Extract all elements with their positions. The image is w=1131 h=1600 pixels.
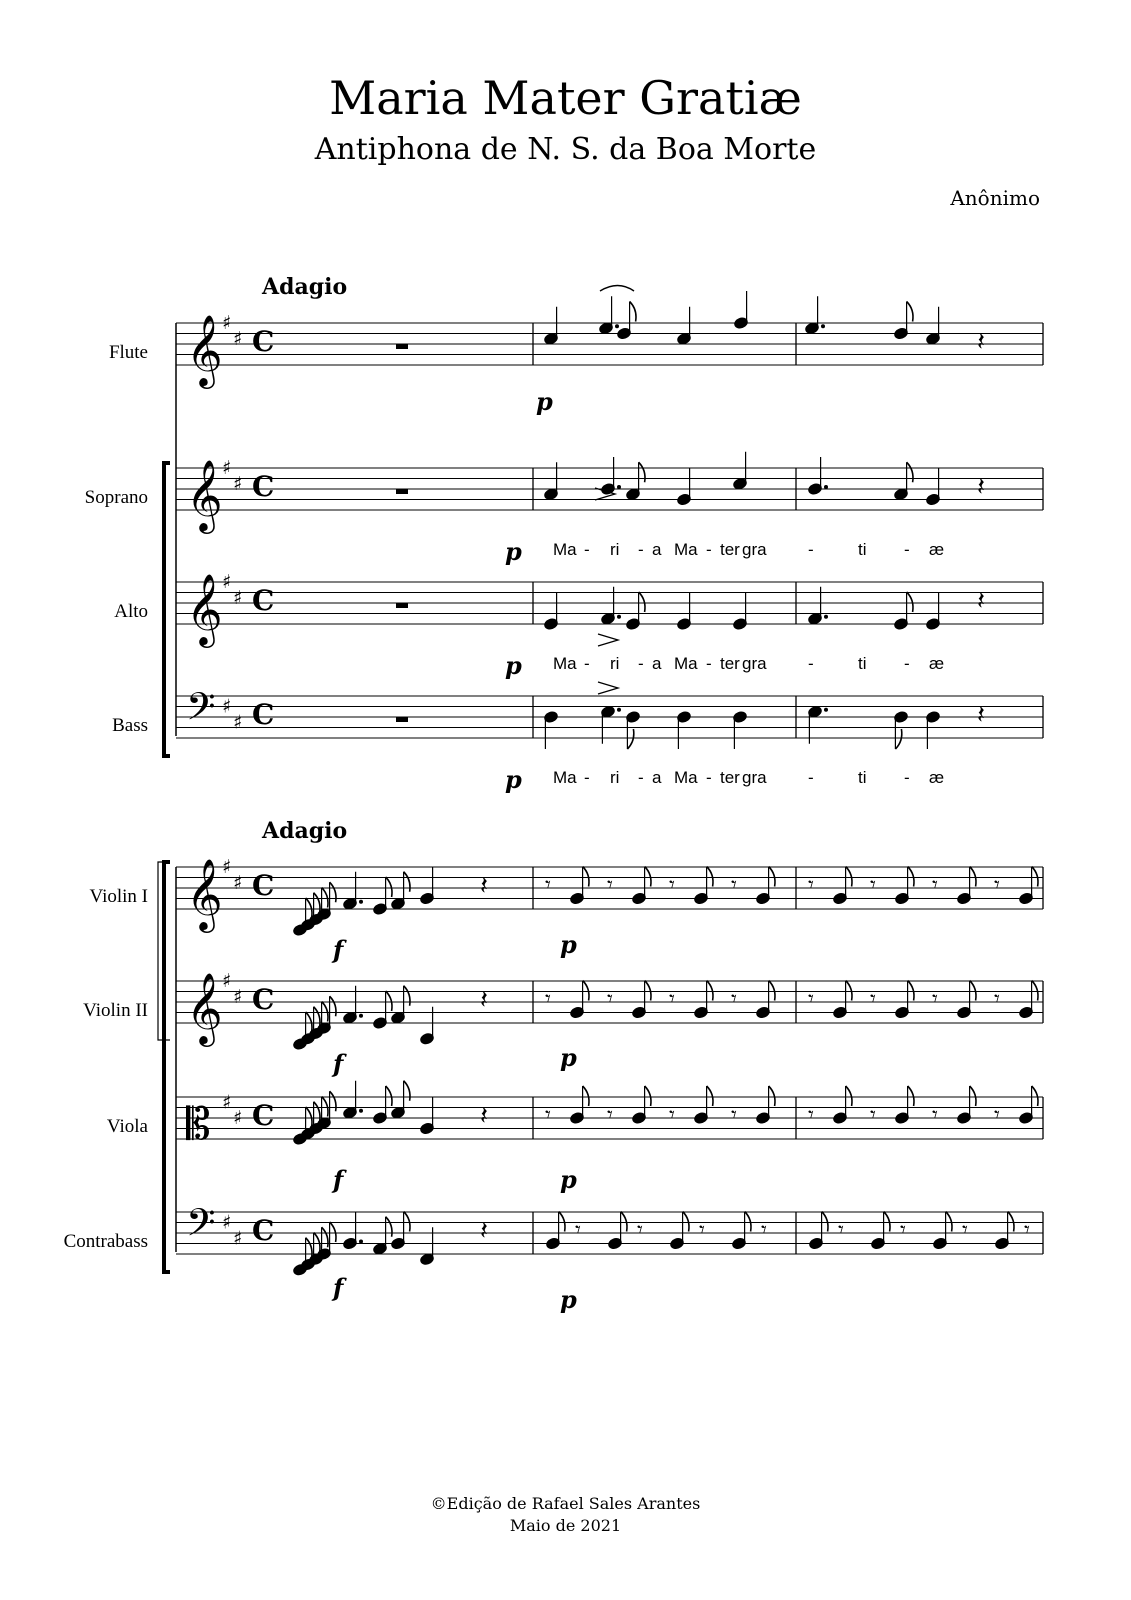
note-bass [894, 711, 909, 749]
flag [846, 981, 852, 1001]
eighth-rest-icon: 𝄾 [870, 873, 876, 898]
note-violin-2 [756, 981, 775, 1019]
eighth-rest-icon: 𝄾 [669, 873, 675, 898]
quarter-rest-icon: 𝄽 [480, 871, 488, 901]
instrument-label-soprano: Soprano [84, 487, 148, 508]
note-contrabass [343, 1212, 363, 1250]
flag [330, 996, 336, 1016]
lyric-syllable-soprano: gra [742, 540, 767, 559]
note-viola [293, 1107, 312, 1145]
quarter-rest-icon: 𝄽 [977, 327, 985, 357]
note-violin-1 [570, 867, 589, 905]
eighth-rest-icon: 𝄾 [1024, 1218, 1030, 1243]
note-violin-2 [570, 981, 589, 1019]
flag [707, 1086, 713, 1106]
flag [314, 1102, 320, 1122]
lyric-syllable-alto: - [706, 654, 712, 673]
note-violin-1 [957, 867, 976, 905]
flag [769, 1086, 775, 1106]
lyric-syllable-soprano: ter [720, 540, 740, 559]
flag [322, 1227, 328, 1247]
sharp-icon: ♯ [222, 1091, 232, 1114]
flag [1032, 1086, 1038, 1106]
bass-clef-icon: 𝄢 [186, 1200, 216, 1254]
note-violin-2 [895, 981, 914, 1019]
eighth-rest-icon: 𝄾 [761, 1218, 767, 1243]
flag [330, 882, 336, 902]
lyric-syllable-soprano: a [652, 540, 662, 559]
eighth-rest-icon: 𝄾 [962, 1218, 968, 1243]
flag [645, 867, 651, 887]
dot [617, 615, 621, 619]
strings-bracket [164, 862, 170, 1272]
eighth-rest-icon: 𝄾 [545, 1103, 551, 1128]
tempo-marking-strings: Adagio [262, 818, 348, 844]
flag [314, 1233, 320, 1253]
bass-clef-icon: 𝄢 [186, 684, 216, 738]
flag [970, 867, 976, 887]
note-viola [373, 1086, 392, 1124]
note-flute [894, 302, 913, 340]
flag [645, 981, 651, 1001]
edition-date: Maio de 2021 [509, 1516, 622, 1535]
note-viola [343, 1081, 363, 1119]
note-soprano [808, 457, 828, 495]
lyric-syllable-soprano: ti [858, 540, 867, 559]
flag [322, 1097, 328, 1117]
instrument-label-bass: Bass [112, 715, 148, 736]
flag [621, 1212, 627, 1232]
lyric-syllable-bass: ti [858, 768, 867, 787]
note-viola [632, 1086, 651, 1124]
flag [306, 1238, 312, 1258]
note-alto [733, 592, 748, 630]
note-viola [833, 1086, 852, 1124]
eighth-rest-icon: 𝄾 [994, 873, 1000, 898]
flag [330, 1091, 336, 1111]
eighth-rest-icon: 𝄾 [808, 987, 814, 1012]
eighth-rest-icon: 𝄾 [699, 1218, 705, 1243]
dot [821, 324, 825, 328]
quarter-rest-icon: 𝄽 [480, 1101, 488, 1131]
eighth-rest-icon: 𝄾 [575, 1218, 581, 1243]
note-violin-2 [293, 1012, 312, 1050]
note-violin-2 [632, 981, 651, 1019]
dynamic-piano: p [505, 651, 522, 680]
note-contrabass [809, 1212, 828, 1250]
sharp-icon: ♯ [233, 586, 243, 609]
sharp-icon: ♯ [233, 1227, 243, 1250]
flag [769, 981, 775, 1001]
flag [745, 1212, 751, 1232]
flag [386, 1217, 392, 1237]
lyric-syllable-bass: - [904, 768, 910, 787]
flag [645, 1086, 651, 1106]
lyric-syllable-soprano: ri [610, 540, 620, 559]
lyric-syllable-soprano: æ [929, 540, 945, 559]
dynamic-forte: f [333, 935, 344, 964]
common-time-icon: C [252, 1099, 275, 1132]
dynamic-forte: f [333, 1273, 344, 1302]
flag [627, 729, 633, 749]
lyric-syllable-alto: a [652, 654, 662, 673]
dynamic-piano: p [560, 1285, 577, 1314]
flag [769, 867, 775, 887]
eighth-rest-icon: 𝄾 [607, 1103, 613, 1128]
lyric-syllable-bass: - [584, 768, 590, 787]
note-violin-1 [293, 898, 312, 936]
flag [908, 1086, 914, 1106]
eighth-rest-icon: 𝄾 [669, 987, 675, 1012]
sharp-icon: ♯ [222, 856, 232, 878]
sharp-icon: ♯ [222, 571, 232, 593]
quarter-rest-icon: 𝄽 [977, 586, 985, 616]
common-time-icon: C [252, 1214, 275, 1247]
note-contrabass [732, 1212, 751, 1250]
lyric-syllable-alto: - [584, 654, 590, 673]
dynamic-forte: f [333, 1165, 344, 1194]
lyric-syllable-soprano: - [584, 540, 590, 559]
flag [306, 1012, 312, 1032]
instrument-label-flute: Flute [108, 342, 148, 363]
sharp-icon: ♯ [222, 970, 232, 992]
flag [583, 1086, 589, 1106]
sharp-icon: ♯ [222, 457, 232, 479]
lyric-syllable-alto: ti [858, 654, 867, 673]
note-flute [617, 302, 636, 340]
flag [404, 1212, 410, 1232]
note-soprano [601, 457, 621, 495]
dynamic-piano: p [505, 765, 522, 794]
flag [907, 462, 913, 482]
eighth-rest-icon: 𝄾 [731, 987, 737, 1012]
instrument-label-violin-2: Violin II [83, 1000, 148, 1021]
lyric-syllable-alto: æ [929, 654, 945, 673]
whole-rest [396, 489, 408, 494]
whole-rest [396, 717, 408, 722]
note-soprano [677, 468, 692, 506]
sharp-icon: ♯ [233, 985, 243, 1008]
lyric-syllable-bass: ter [720, 768, 740, 787]
lyric-syllable-bass: gra [742, 768, 767, 787]
accent-mark [598, 634, 618, 646]
lyric-syllable-soprano: - [706, 540, 712, 559]
note-contrabass [871, 1212, 890, 1250]
lyric-syllable-alto: ter [720, 654, 740, 673]
note-alto [926, 592, 941, 630]
note-viola [756, 1086, 775, 1124]
flag [314, 1007, 320, 1027]
lyric-syllable-alto: - [808, 654, 814, 673]
note-violin-1 [895, 867, 914, 905]
common-time-icon: C [252, 325, 275, 358]
flag [639, 592, 645, 612]
lyric-syllable-alto: gra [742, 654, 767, 673]
flag [846, 1086, 852, 1106]
eighth-rest-icon: 𝄾 [545, 987, 551, 1012]
sharp-icon: ♯ [233, 472, 243, 495]
slur-flute [600, 286, 634, 292]
dot [824, 708, 828, 712]
treble-clef-icon: 𝄞 [186, 458, 223, 531]
note-contrabass [608, 1212, 627, 1250]
note-bass [733, 711, 748, 749]
flag [314, 893, 320, 913]
dot [617, 708, 621, 712]
common-time-icon: C [252, 869, 275, 902]
sharp-icon: ♯ [233, 871, 243, 894]
lyric-syllable-alto: Ma [674, 654, 698, 673]
flag [707, 981, 713, 1001]
flag [386, 991, 392, 1011]
flag [583, 867, 589, 887]
composer-credit: Anônimo [950, 186, 1040, 210]
lyric-syllable-alto: - [904, 654, 910, 673]
note-violin-2 [373, 991, 392, 1029]
edition-credit: ©Edição de Rafael Sales Arantes [430, 1494, 701, 1513]
note-contrabass [670, 1212, 689, 1250]
note-flute [926, 307, 941, 345]
sharp-icon: ♯ [233, 1107, 243, 1129]
note-violin-1 [756, 867, 775, 905]
instrument-label-contrabass: Contrabass [63, 1231, 148, 1252]
score-subtitle: Antiphona de N. S. da Boa Morte [314, 132, 817, 167]
dynamic-piano: p [505, 537, 522, 566]
eighth-rest-icon: 𝄾 [669, 1103, 675, 1128]
flag [683, 1212, 689, 1232]
sharp-icon: ♯ [222, 312, 232, 334]
note-contrabass [391, 1212, 410, 1250]
flag [907, 302, 913, 322]
note-alto [626, 592, 645, 630]
dynamic-forte: f [333, 1049, 344, 1078]
flag [630, 302, 636, 322]
sharp-icon: ♯ [222, 1211, 232, 1234]
eighth-rest-icon: 𝄾 [932, 873, 938, 898]
eighth-rest-icon: 𝄾 [932, 987, 938, 1012]
lyric-syllable-soprano: Ma [553, 540, 577, 559]
flag [1032, 867, 1038, 887]
whole-rest [396, 344, 408, 349]
lyric-syllable-bass: Ma [553, 768, 577, 787]
note-viola [957, 1086, 976, 1124]
note-soprano [733, 452, 748, 490]
note-viola [895, 1086, 914, 1124]
dot [359, 1240, 363, 1244]
note-viola [420, 1097, 435, 1135]
note-contrabass [301, 1233, 320, 1271]
flag [306, 1107, 312, 1127]
flag [946, 1212, 952, 1232]
eighth-rest-icon: 𝄾 [838, 1218, 844, 1243]
note-violin-1 [420, 867, 435, 905]
lyric-syllable-bass: a [652, 768, 662, 787]
flag [907, 592, 913, 612]
note-bass [626, 711, 641, 749]
flag [970, 1086, 976, 1106]
quarter-rest-icon: 𝄽 [480, 1216, 488, 1246]
note-alto [677, 592, 692, 630]
eighth-rest-icon: 𝄾 [607, 987, 613, 1012]
instrument-label-viola: Viola [106, 1116, 148, 1137]
eighth-rest-icon: 𝄾 [731, 873, 737, 898]
note-violin-2 [957, 981, 976, 1019]
eighth-rest-icon: 𝄾 [808, 1103, 814, 1128]
eighth-rest-icon: 𝄾 [994, 987, 1000, 1012]
note-violin-1 [373, 877, 392, 915]
note-flute [805, 296, 825, 334]
common-time-icon: C [252, 470, 275, 503]
note-violin-2 [1019, 981, 1038, 1019]
dynamic-piano: p [560, 930, 577, 959]
quarter-rest-icon: 𝄽 [977, 700, 985, 730]
note-bass [926, 711, 941, 749]
note-violin-1 [694, 867, 713, 905]
flag [1008, 1212, 1014, 1232]
treble-clef-icon: 𝄞 [186, 313, 223, 386]
flag [908, 867, 914, 887]
eighth-rest-icon: 𝄾 [932, 1103, 938, 1128]
eighth-rest-icon: 𝄾 [731, 1103, 737, 1128]
sharp-icon: ♯ [233, 711, 243, 734]
sharp-icon: ♯ [222, 695, 232, 718]
flag [330, 1222, 336, 1242]
note-contrabass [933, 1212, 952, 1250]
common-time-icon: C [252, 698, 275, 731]
lyric-syllable-soprano: - [638, 540, 644, 559]
flag [639, 462, 645, 482]
dot [359, 1014, 363, 1018]
lyric-syllable-alto: ri [610, 654, 620, 673]
flag [404, 986, 410, 1006]
flag [322, 1002, 328, 1022]
eighth-rest-icon: 𝄾 [870, 987, 876, 1012]
lyric-syllable-alto: - [638, 654, 644, 673]
lyric-syllable-bass: - [706, 768, 712, 787]
eighth-rest-icon: 𝄾 [808, 873, 814, 898]
note-violin-1 [833, 867, 852, 905]
note-alto [544, 592, 559, 630]
note-violin-1 [1019, 867, 1038, 905]
instrument-label-alto: Alto [114, 601, 148, 622]
instrument-label-violin-1: Violin I [89, 886, 148, 907]
note-violin-2 [833, 981, 852, 1019]
dot [824, 615, 828, 619]
lyric-syllable-bass: ri [610, 768, 620, 787]
dynamic-piano: p [560, 1043, 577, 1072]
dot [824, 485, 828, 489]
flag [1032, 981, 1038, 1001]
lyric-syllable-bass: - [808, 768, 814, 787]
tempo-marking-vocal: Adagio [262, 274, 348, 300]
dynamic-piano: p [560, 1165, 577, 1194]
alto-clef-icon: 𝄡 [186, 1099, 211, 1150]
lyric-syllable-soprano: - [808, 540, 814, 559]
lyric-syllable-bass: æ [929, 768, 945, 787]
note-violin-2 [694, 981, 713, 1019]
dynamic-piano: p [536, 387, 553, 416]
note-contrabass [995, 1212, 1014, 1250]
lyric-syllable-alto: Ma [553, 654, 577, 673]
flag [970, 981, 976, 1001]
note-bass [544, 711, 559, 749]
eighth-rest-icon: 𝄾 [545, 873, 551, 898]
flag [822, 1212, 828, 1232]
note-violin-1 [632, 867, 651, 905]
lyric-syllable-soprano: - [904, 540, 910, 559]
note-flute [599, 296, 619, 334]
whole-rest [396, 603, 408, 608]
note-flute [544, 307, 559, 345]
note-bass [677, 711, 692, 749]
flag [895, 729, 901, 749]
flag [306, 898, 312, 918]
lyric-syllable-bass: Ma [674, 768, 698, 787]
eighth-rest-icon: 𝄾 [900, 1218, 906, 1243]
flag [707, 867, 713, 887]
staff-bass [176, 696, 1043, 738]
eighth-rest-icon: 𝄾 [637, 1218, 643, 1243]
note-flute [734, 291, 749, 329]
treble-clef-icon: 𝄞 [186, 857, 223, 930]
treble-clef-icon: 𝄞 [186, 572, 223, 645]
choir-bracket [164, 463, 170, 756]
flag [908, 981, 914, 1001]
quarter-rest-icon: 𝄽 [977, 472, 985, 502]
note-alto [894, 592, 913, 630]
eighth-rest-icon: 𝄾 [994, 1103, 1000, 1128]
sharp-icon: ♯ [233, 327, 243, 350]
note-flute [677, 307, 692, 345]
quarter-rest-icon: 𝄽 [480, 985, 488, 1015]
flag [322, 888, 328, 908]
note-viola [570, 1086, 589, 1124]
note-soprano [926, 468, 941, 506]
eighth-rest-icon: 𝄾 [870, 1103, 876, 1128]
score-title: Maria Mater Gratiæ [329, 71, 802, 125]
lyric-syllable-soprano: Ma [674, 540, 698, 559]
dot [615, 324, 619, 328]
dot [359, 1109, 363, 1113]
flag [386, 1086, 392, 1106]
flag [583, 981, 589, 1001]
note-contrabass [546, 1212, 565, 1250]
flag [559, 1212, 565, 1232]
flag [884, 1212, 890, 1232]
note-viola [694, 1086, 713, 1124]
common-time-icon: C [252, 584, 275, 617]
dot [617, 485, 621, 489]
accent-mark [598, 682, 618, 694]
note-viola [391, 1081, 410, 1119]
flag [846, 867, 852, 887]
common-time-icon: C [252, 983, 275, 1016]
flag [404, 1081, 410, 1101]
flag [404, 872, 410, 892]
eighth-rest-icon: 𝄾 [607, 873, 613, 898]
dot [359, 900, 363, 904]
flag [386, 877, 392, 897]
treble-clef-icon: 𝄞 [186, 971, 223, 1044]
lyric-syllable-bass: - [638, 768, 644, 787]
note-viola [1019, 1086, 1038, 1124]
